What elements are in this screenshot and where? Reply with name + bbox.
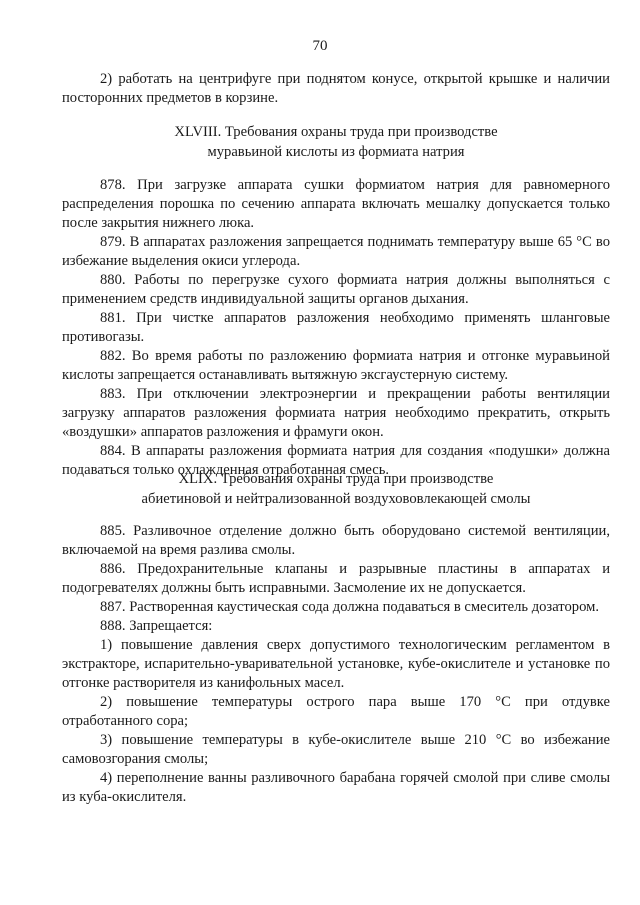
- section-body-xlix: [62, 522, 610, 807]
- list-item-4: 4) переполнение ванны разливочного барабана горячей смолой при сливе смолы из куба-окислителя.: [62, 770, 610, 805]
- paragraph-885: 885. Разливочное отделение должно быть оборудовано системой вентиляции, включаемой на время разлива смолы.: [62, 523, 610, 558]
- section-heading-xlix: [62, 469, 610, 509]
- paragraph-881: 881. При чистке аппаратов разложения необходимо применять шланговые противогазы.: [62, 310, 610, 345]
- intro-block: [62, 70, 610, 108]
- paragraph-882: 882. Во время работы по разложению формиата натрия и отгонке муравьиной кислоты запрещается останавливать вытяжную эксгаустерную систему.: [62, 348, 610, 383]
- list-item-3: 3) повышение температуры в кубе-окислителе выше 210 °С во избежание самовозгорания смолы;: [62, 732, 610, 767]
- paragraph-886: 886. Предохранительные клапаны и разрывные пластины в аппаратах и подогревателях должны быть исправными. Засмоление их не допускается.: [62, 561, 610, 596]
- section-body-xlviii: [62, 176, 610, 480]
- section-heading-xlviii: [62, 122, 610, 162]
- list-item-2: 2) повышение температуры острого пара выше 170 °С при отдувке отработанного сора;: [62, 694, 610, 729]
- paragraph-879: 879. В аппаратах разложения запрещается поднимать температуру выше 65 °С во избежание выделения окиси углерода.: [62, 234, 610, 269]
- section-title-line: абиетиновой и нейтрализованной воздухововлекающей смолы: [141, 491, 531, 507]
- section-title-line: муравьиной кислоты из формиата натрия: [207, 144, 465, 160]
- page-number: 70: [312, 38, 328, 54]
- paragraph-878: 878. При загрузке аппарата сушки формиатом натрия для равномерного распределения порошка по сечению аппарата включать мешалку допускается только после закрытия нижнего люка.: [62, 177, 610, 231]
- paragraph-883: 883. При отключении электроэнергии и прекращении работы вентиляции загрузку аппаратов разложения формиата натрия необходимо прекратить, открыть «воздушки» аппаратов разложения и фрамуги окон.: [62, 386, 610, 440]
- list-item-1: 1) повышение давления сверх допустимого технологическим регламентом в экстракторе, испарительно-уваривательной установке, кубе-окислителе и установке по отгонке растворителя из канифольных масел.: [62, 637, 610, 691]
- paragraph-884: 884. В аппараты разложения формиата натрия для создания «подушки» должна подаваться только охлажденная отработанная смесь.: [62, 443, 610, 478]
- paragraph-880: 880. Работы по перегрузке сухого формиата натрия должны выполняться с применением средств индивидуальной защиты органов дыхания.: [62, 272, 610, 307]
- section-title-line: XLVIII. Требования охраны труда при производстве: [174, 124, 498, 140]
- intro-item: 2) работать на центрифуге при поднятом конусе, открытой крышке и наличии посторонних предметов в корзине.: [62, 71, 610, 106]
- section-title-line: XLIX. Требования охраны труда при производстве: [178, 471, 494, 487]
- paragraph-888: 888. Запрещается:: [100, 618, 213, 634]
- paragraph-887: 887. Растворенная каустическая сода должна подаваться в смеситель дозатором.: [100, 599, 599, 615]
